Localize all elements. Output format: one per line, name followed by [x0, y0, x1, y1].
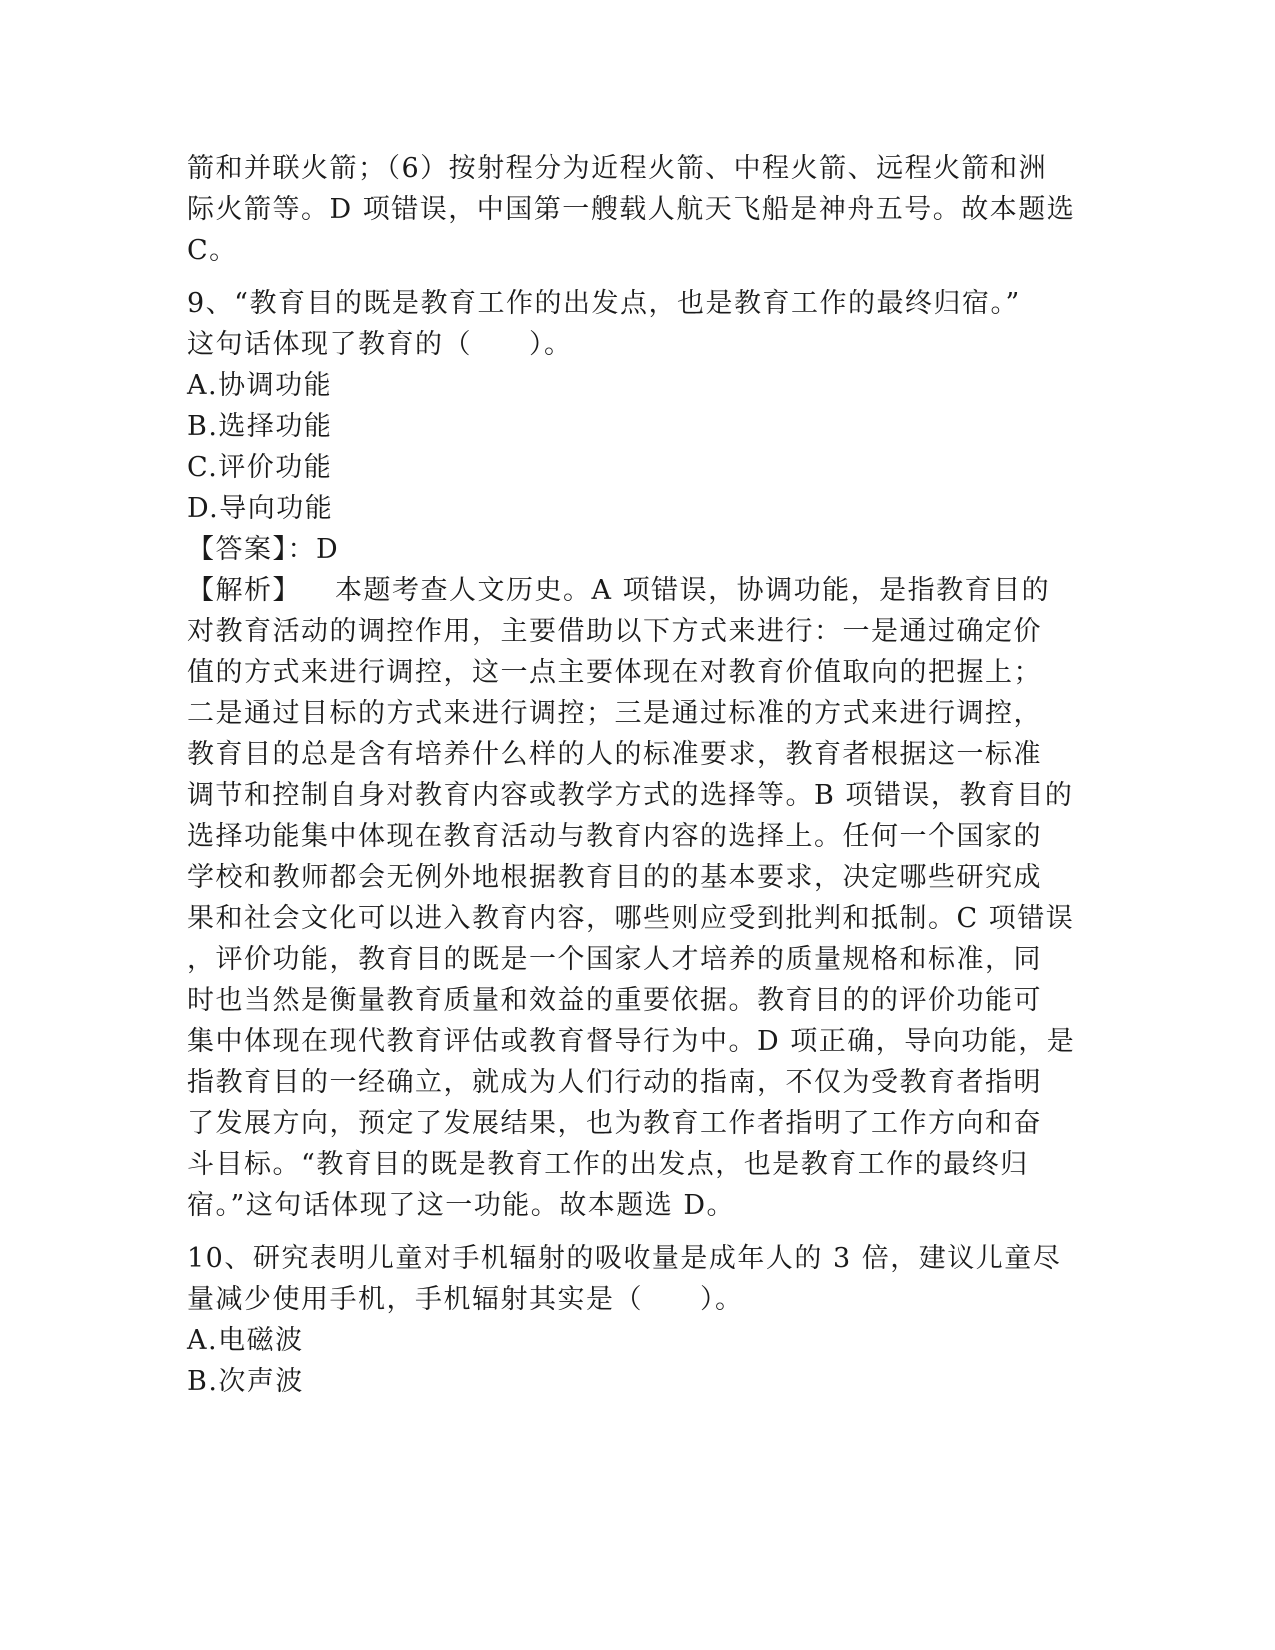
- question-stem: 10、研究表明儿童对手机辐射的吸收量是成年人的 3 倍，建议儿童尽: [187, 1243, 1062, 1274]
- question-stem: 这句话体现了教育的（ ）。: [187, 329, 573, 360]
- option-b: B.选择功能: [187, 411, 333, 442]
- analysis-text: 斗目标。“教育目的既是教育工作的出发点，也是教育工作的最终归: [187, 1149, 1029, 1180]
- question-stem: 9、“教育目的既是教育工作的出发点，也是教育工作的最终归宿。”: [187, 288, 1021, 319]
- option-d: D.导向功能: [187, 493, 334, 524]
- analysis-text: 果和社会文化可以进入教育内容，哪些则应受到批判和抵制。C 项错误: [187, 903, 1075, 934]
- analysis-text: 教育目的总是含有培养什么样的人的标准要求，教育者根据这一标准: [187, 739, 1042, 770]
- analysis-text: 本题考查人文历史。A 项错误，协调功能，是指教育目的: [335, 575, 1051, 606]
- text-line: 箭和并联火箭；（6）按射程分为近程火箭、中程火箭、远程火箭和洲: [187, 153, 1048, 184]
- question-9: [187, 283, 1077, 1226]
- analysis-text: ，评价功能，教育目的既是一个国家人才培养的质量规格和标准，同: [187, 944, 1042, 975]
- option-a: A.电磁波: [187, 1325, 304, 1356]
- analysis-text: 对教育活动的调控作用，主要借助以下方式来进行：一是通过确定价: [187, 616, 1042, 647]
- analysis-label: 【解析】: [187, 575, 301, 606]
- analysis-text: 集中体现在现代教育评估或教育督导行为中。D 项正确，导向功能，是: [187, 1026, 1076, 1057]
- answer-label: 【答案】：D: [187, 534, 340, 565]
- analysis-text: 选择功能集中体现在教育活动与教育内容的选择上。任何一个国家的: [187, 821, 1042, 852]
- option-b: B.次声波: [187, 1366, 304, 1397]
- text-line: C。: [187, 235, 238, 266]
- document-page: [187, 148, 1077, 1402]
- analysis-first-line: [187, 570, 1077, 611]
- analysis-text: 调节和控制自身对教育内容或教学方式的选择等。B 项错误，教育目的: [187, 780, 1074, 811]
- previous-question-explanation-tail: [187, 148, 1077, 271]
- analysis-text: 了发展方向，预定了发展结果，也为教育工作者指明了工作方向和奋: [187, 1108, 1042, 1139]
- option-a: A.协调功能: [187, 370, 333, 401]
- question-10: [187, 1238, 1077, 1402]
- analysis-text: 二是通过目标的方式来进行调控；三是通过标准的方式来进行调控，: [187, 698, 1042, 729]
- analysis-text: 宿。”这句话体现了这一功能。故本题选 D。: [187, 1190, 736, 1221]
- analysis-text: 指教育目的一经确立，就成为人们行动的指南，不仅为受教育者指明: [187, 1067, 1042, 1098]
- analysis-text: 值的方式来进行调控，这一点主要体现在对教育价值取向的把握上；: [187, 657, 1042, 688]
- question-stem: 量减少使用手机，手机辐射其实是（ ）。: [187, 1284, 744, 1315]
- text-line: 际火箭等。D 项错误，中国第一艘载人航天飞船是神舟五号。故本题选: [187, 194, 1076, 225]
- analysis-text: 学校和教师都会无例外地根据教育目的的基本要求，决定哪些研究成: [187, 862, 1042, 893]
- option-c: C.评价功能: [187, 452, 333, 483]
- analysis-text: 时也当然是衡量教育质量和效益的重要依据。教育目的的评价功能可: [187, 985, 1042, 1016]
